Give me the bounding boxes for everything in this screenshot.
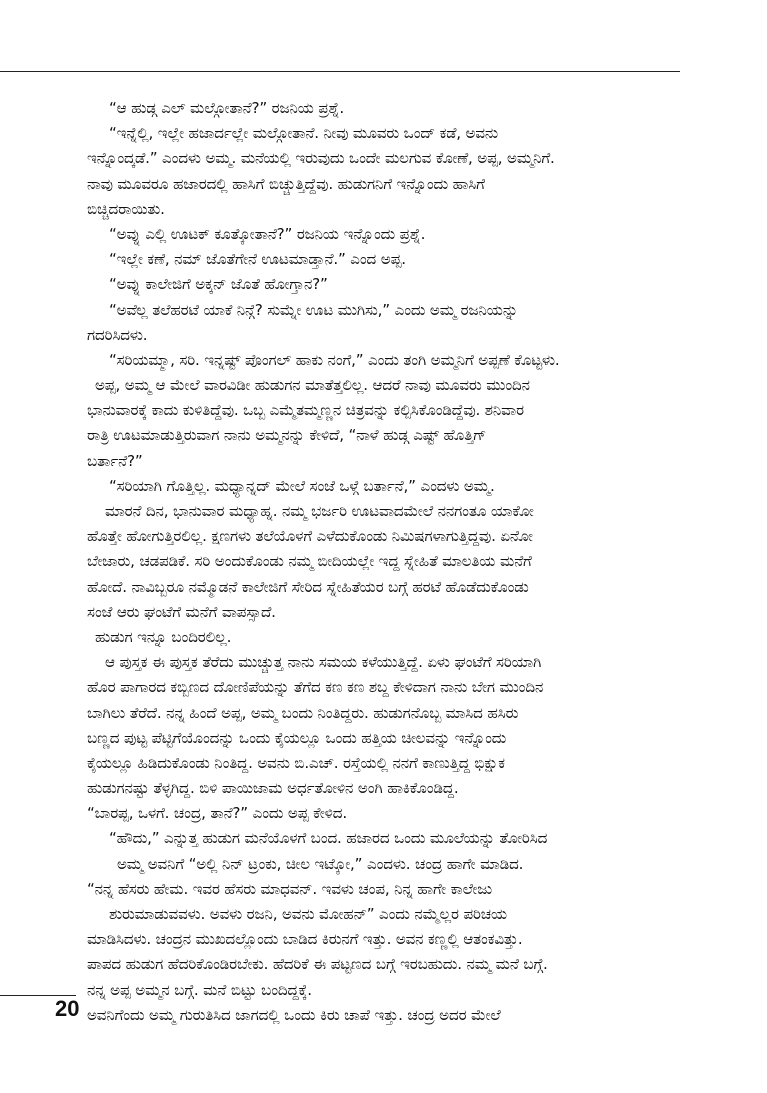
text-line: ಆ ಪುಸ್ತಕ ಈ ಪುಸ್ತಕ ತೆರೆದು ಮುಚ್ಚುತ್ತ ನಾನು ಸಮಯ ಕಳೆಯುತ್ತಿದ್ದೆ. ಏಳು ಘಂಟೆಗೆ ಸರಿಯಾಗಿ <box>105 653 542 672</box>
text-line: ನಾವು ಮೂವರೂ ಹಜಾರದಲ್ಲಿ ಹಾಸಿಗೆ ಬಿಚ್ಚುತ್ತಿದ್ದೆವು. ಹುಡುಗನಿಗೆ ಇನ್ನೊಂದು ಹಾಸಿಗೆ <box>87 174 485 193</box>
text-line: ಮಾರನೆ ದಿನ, ಭಾನುವಾರ ಮಧ್ಯಾಹ್ನ. ನಮ್ಮ ಭರ್ಜರಿ ಊಟವಾದಮೇಲೆ ನನಗಂತೂ ಯಾಕೋ <box>105 502 534 520</box>
text-line: ಹುಡುಗನಷ್ಟು ತೆಳ್ಳಗಿದ್ದ. ಬಿಳಿ ಪಾಯಿಜಾಮ ಅರ್ಧತೋಳಿನ ಅಂಗಿ ಹಾಕಿಕೊಂಡಿದ್ದ. <box>87 779 459 798</box>
body-text <box>87 96 677 1028</box>
page-number: 20 <box>55 996 80 1021</box>
text-line: ನನ್ನ ಅಪ್ಪ ಅಮ್ಮನ ಬಗ್ಗೆ. ಮನೆ ಬಿಟ್ಟು ಬಂದಿದ್ದಕ್ಕೆ. <box>87 980 312 999</box>
text-line: “ಅವ್ನು ಎಲ್ಲಿ ಊಟಕ್ ಕೂತ್ಕೋತಾನೆ?” ರಜನಿಯ ಇನ್ನೊಂದು ಪ್ರಶ್ನೆ. <box>109 224 426 243</box>
text-line: “ಇನ್ನೆಲ್ಲಿ, ಇಲ್ಲೇ ಹಜಾರ್ದಲ್ಲೇ ಮಲ್ಗೋತಾನೆ. ನೀವು ಮೂವರು ಒಂದ್ ಕಡೆ, ಅವನು <box>109 124 498 143</box>
text-line: ಹೊರ ಪಾಗಾರದ ಕಬ್ಬಿಣದ ದೋಣಿಪೆಯನ್ನು ತೆಗೆದ ಕಣ ಕಣ ಶಬ್ದ ಕೇಳಿದಾಗ ನಾನು ಬೇಗ ಮುಂದಿನ <box>87 678 544 697</box>
text-line: ಸಂಜೆ ಆರು ಘಂಟೆಗೆ ಮನೆಗೆ ವಾಪಸ್ಸಾದೆ. <box>87 602 276 621</box>
text-line: “ಅವೆಲ್ಲ ತಲೆಹರಟೆ ಯಾಕೆ ನಿನ್ಗೆ? ಸುಮ್ನೇ ಊಟ ಮುಗಿಸು,” ಎಂದು ಅಮ್ಮ ರಜನಿಯನ್ನು <box>109 300 518 319</box>
text-line: “ಸರಿಯಮ್ಮಾ, ಸರಿ. ಇನ್ನಷ್ಟ್ ಪೊಂಗಲ್ ಹಾಕು ನಂಗೆ,” ಎಂದು ತಂಗಿ ಅಮ್ಮನಿಗೆ ಅಪ್ಪಣೆ ಕೊಟ್ಟಳು. <box>109 350 560 369</box>
text-line: “ಅವ್ನು ಕಾಲೇಜಿಗೆ ಅಕ್ಕನ್ ಜೊತೆ ಹೋಗ್ತಾನ?” <box>109 275 328 294</box>
text-line: ಅಪ್ಪ, ಅಮ್ಮ ಆ ಮೇಲೆ ವಾರವಿಡೀ ಹುಡುಗನ ಮಾತೆತ್ತಲಿಲ್ಲ. ಆದರೆ ನಾವು ಮೂವರು ಮುಂದಿನ <box>95 376 530 395</box>
top-rule <box>0 71 680 72</box>
text-line: ಬೇಜಾರು, ಚಡಪಡಿಕೆ. ಸರಿ ಅಂದುಕೊಂಡು ನಮ್ಮ ಬೀದಿಯಲ್ಲೇ ಇದ್ದ ಸ್ನೇಹಿತೆ ಮಾಲತಿಯ ಮನೆಗೆ <box>87 552 532 571</box>
text-line: ಹುಡುಗ ಇನ್ನೂ ಬಂದಿರಲಿಲ್ಲ. <box>95 627 232 646</box>
text-line: ಇನ್ನೊಂದ್ಕಡೆ.” ಎಂದಳು ಅಮ್ಮ. ಮನೆಯಲ್ಲಿ ಇರುವುದು ಒಂದೇ ಮಲಗುವ ಕೋಣೆ, ಅಪ್ಪ, ಅಮ್ಮನಿಗೆ. <box>87 149 555 168</box>
text-line: ಹೋದೆ. ನಾವಿಬ್ಬರೂ ನಮ್ಮೊಡನೆ ಕಾಲೇಜಿಗೆ ಸೇರಿದ ಸ್ನೇಹಿತೆಯರ ಬಗ್ಗೆ ಹರಟೆ ಹೊಡೆದುಕೊಂಡು <box>87 577 529 596</box>
text-line: “ಆ ಹುಡ್ಗ ಎಲ್ ಮಲ್ಗೋತಾನೆ?” ರಜನಿಯ ಪ್ರಶ್ನೆ. <box>109 99 345 117</box>
text-line: ಮಾಡಿಸಿದಳು. ಚಂದ್ರನ ಮುಖದಲ್ಲೊಂದು ಬಾಡಿದ ಕಿರುನಗೆ ಇತ್ತು. ಅವನ ಕಣ್ಣಲ್ಲಿ ಆತಂಕವಿತ್ತು. <box>87 930 523 949</box>
text-line: ಗದರಿಸಿದಳು. <box>87 325 148 344</box>
text-line: ಪಾಪದ ಹುಡುಗ ಹೆದರಿಕೊಂಡಿರಬೇಕು. ಹೆದರಿಕೆ ಈ ಪಟ್ಟಣದ ಬಗ್ಗೆ ಇರಬಹುದು. ನಮ್ಮ ಮನೆ ಬಗ್ಗೆ. <box>87 955 548 974</box>
text-line: ರಾತ್ರಿ ಊಟಮಾಡುತ್ತಿರುವಾಗ ನಾನು ಅಮ್ಮನನ್ನು ಕೇಳಿದೆ, “ನಾಳೆ ಹುಡ್ಗ ಎಷ್ಟ್ ಹೊತ್ತಿಗ್ <box>87 426 487 445</box>
text-line: ಬಿಚ್ಚಿದರಾಯಿತು. <box>87 199 165 218</box>
text-line: ಬರ್ತಾನೆ?” <box>87 451 143 470</box>
text-line: “ಇಲ್ಲೇ ಕಣೆ, ನಮ್ ಜೊತೆಗೇನೆ ಊಟಮಾಡ್ತಾನೆ.” ಎಂದ ಅಪ್ಪ. <box>109 250 406 269</box>
text-line: ಹೊತ್ತೇ ಹೋಗುತ್ತಿರಲಿಲ್ಲ. ಕ್ಷಣಗಳು ತಲೆಯೊಳಗೆ ಎಳೆದುಕೊಂಡು ನಿಮಿಷಗಳಾಗುತ್ತಿದ್ದವು. ಏನೋ <box>87 527 533 546</box>
text-line: ಬಾಗಿಲು ತೆರೆದೆ. ನನ್ನ ಹಿಂದೆ ಅಪ್ಪ, ಅಮ್ಮ ಬಂದು ನಿಂತಿದ್ದರು. ಹುಡುಗನೊಬ್ಬ ಮಾಸಿದ ಹಸಿರು <box>87 703 519 722</box>
text-line: ಅಮ್ಮ ಅವನಿಗೆ “ಅಲ್ಲಿ ನಿನ್ ಟ್ರಂಕು, ಚೀಲ ಇಟ್ಕೋ,” ಎಂದಳು. ಚಂದ್ರ ಹಾಗೇ ಮಾಡಿದ. <box>117 854 524 873</box>
text-line: ಶುರುಮಾಡುವವಳು. ಅವಳು ರಜನಿ, ಅವನು ಮೋಹನ್” ಎಂದು ನಮ್ಮೆಲ್ಲರ ಪರಿಚಯ <box>109 905 508 923</box>
text-line: ಬಣ್ಣದ ಪುಟ್ಟ ಪೆಟ್ಟಿಗೆಯೊಂದನ್ನು ಒಂದು ಕೈಯಲ್ಲೂ ಒಂದು ಹತ್ತಿಯ ಚೀಲವನ್ನು ಇನ್ನೊಂದು <box>87 728 507 747</box>
text-line: ಭಾನುವಾರಕ್ಕೆ ಕಾದು ಕುಳಿತಿದ್ದೆವು. ಒಬ್ಬ ಎಮ್ಮೆತಮ್ಮಣ್ಣನ ಚಿತ್ರವನ್ನು ಕಲ್ಪಿಸಿಕೊಂಡಿದ್ದೆವು. ಶನಿವಾರ <box>87 401 524 420</box>
text-line: “ಸರಿಯಾಗಿ ಗೊತ್ತಿಲ್ಲ. ಮಧ್ಯಾನ್ನದ್ ಮೇಲೆ ಸಂಜೆ ಒಳ್ಗೆ ಬರ್ತಾನೆ,” ಎಂದಳು ಅಮ್ಮ. <box>109 476 495 495</box>
text-line: ಅವನಿಗೆಂದು ಅಮ್ಮ ಗುರುತಿಸಿದ ಜಾಗದಲ್ಲಿ ಒಂದು ಕಿರು ಚಾಪೆ ಇತ್ತು. ಚಂದ್ರ ಅದರ ಮೇಲೆ <box>87 1005 501 1024</box>
text-line: ಕೈಯಲ್ಲೂ ಹಿಡಿದುಕೊಂಡು ನಿಂತಿದ್ದ. ಅವನು ಬಿ.ಎಚ್. ರಸ್ತೆಯಲ್ಲಿ ನನಗೆ ಕಾಣುತ್ತಿದ್ದ ಭಿಕ್ಷುಕ <box>87 753 505 772</box>
text-line: “ಬಾರಪ್ಪ, ಒಳಗೆ. ಚಂದ್ರ, ತಾನೆ?” ಎಂದು ಅಪ್ಪ ಕೇಳಿದ. <box>87 804 348 823</box>
text-line: “ಹೌದು,” ಎನ್ನುತ್ತ ಹುಡುಗ ಮನೆಯೊಳಗೆ ಬಂದ. ಹಜಾರದ ಒಂದು ಮೂಲೆಯನ್ನು ತೋರಿಸಿದ <box>109 829 548 848</box>
text-line: “ನನ್ನ ಹೆಸರು ಹೇಮ. ಇವರ ಹೆಸರು ಮಾಧವನ್. ಇವಳು ಚಂಪ, ನಿನ್ನ ಹಾಗೇ ಕಾಲೇಜು <box>87 879 493 898</box>
